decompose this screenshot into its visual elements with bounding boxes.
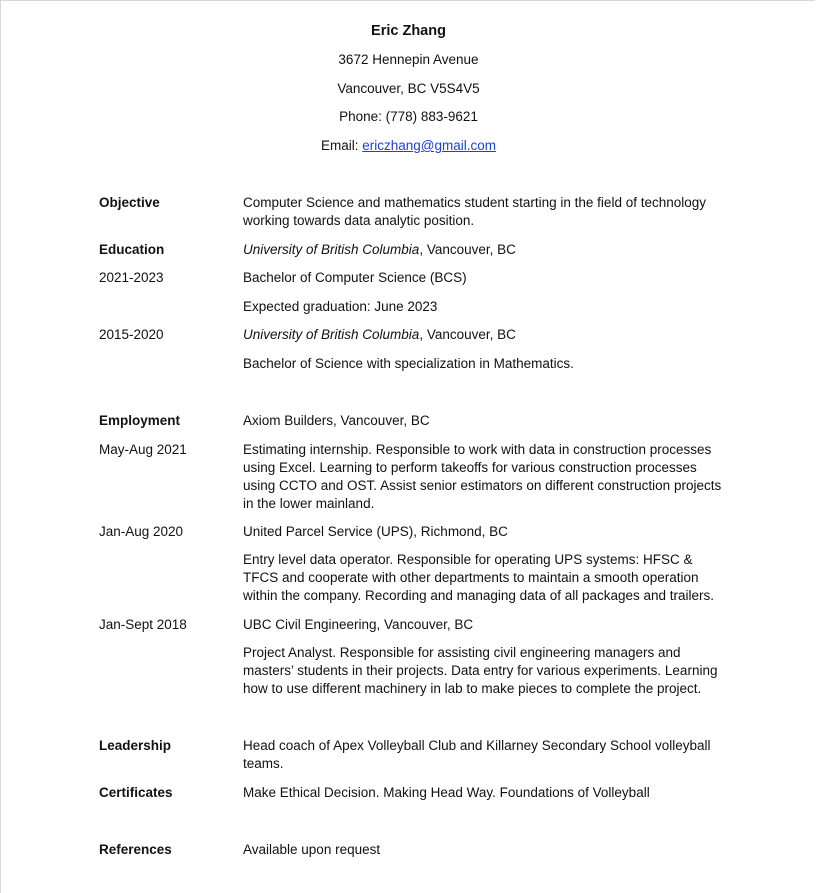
school-name: University of British Columbia: [243, 242, 420, 257]
employer-1: Axiom Builders, Vancouver, BC: [243, 413, 430, 428]
resume-name: Eric Zhang: [371, 23, 446, 39]
objective-text: Computer Science and mathematics student starting in the field of technology working towards data analytic position.: [243, 195, 707, 228]
phone-line: Phone: (778) 883-9621: [339, 109, 478, 124]
employer-3: UBC Civil Engineering, Vancouver, BC: [243, 617, 474, 632]
address-line-1: 3672 Hennepin Avenue: [338, 52, 479, 67]
job-description-2: Entry level data operator. Responsible for operating UPS systems: HFSC & TFCS and cooperate with other departments to maintain a smooth operation within the company. Recording and managing data of all packages and trailers.: [243, 552, 715, 603]
school-location: , Vancouver, BC: [419, 327, 516, 342]
employment-label: Employment: [99, 413, 181, 428]
references-text: Available upon request: [243, 842, 381, 857]
email-label: Email:: [320, 138, 363, 153]
certificates-label: Certificates: [99, 785, 173, 800]
job-description-3: Project Analyst. Responsible for assisting civil engineering managers and masters’ students in their projects. Data entry for various experiments. Learning how to use different machinery in lab to make pieces to complete the project.: [243, 645, 718, 696]
job-description-1: Estimating internship. Responsible to work with data in construction processes using Excel. Learning to perform takeoffs for various construction processes using CCTO and OST. Assist senior estimators on different construction projects in the lower mainland.: [243, 442, 722, 511]
objective-label: Objective: [99, 195, 160, 210]
job-dates-1: May-Aug 2021: [99, 442, 187, 457]
references-label: References: [99, 842, 172, 857]
school-name: University of British Columbia: [243, 327, 420, 342]
school-location: , Vancouver, BC: [419, 242, 516, 257]
education-school-1: [243, 241, 516, 259]
job-dates-2: Jan-Aug 2020: [99, 524, 184, 539]
education-degree-1: Bachelor of Computer Science (BCS): [243, 270, 467, 285]
address-line-2: Vancouver, BC V5S4V5: [337, 81, 480, 96]
leadership-label: Leadership: [99, 738, 172, 753]
education-degree-2: Bachelor of Science with specialization in Mathematics.: [243, 356, 574, 371]
education-dates-1: 2021-2023: [99, 270, 164, 285]
education-school-2: [243, 326, 516, 344]
certificates-text: Make Ethical Decision. Making Head Way. Foundations of Volleyball: [243, 785, 650, 800]
education-note-1: Expected graduation: June 2023: [243, 299, 438, 314]
job-dates-3: Jan-Sept 2018: [99, 617, 187, 632]
email-link[interactable]: ericzhang@gmail.com: [362, 138, 497, 153]
education-dates-2: 2015-2020: [99, 327, 164, 342]
email-line: [1, 137, 816, 155]
education-label: Education: [99, 242, 165, 257]
employer-2: United Parcel Service (UPS), Richmond, BC: [243, 524, 508, 539]
leadership-text: Head coach of Apex Volleyball Club and Killarney Secondary School volleyball teams.: [243, 738, 711, 771]
